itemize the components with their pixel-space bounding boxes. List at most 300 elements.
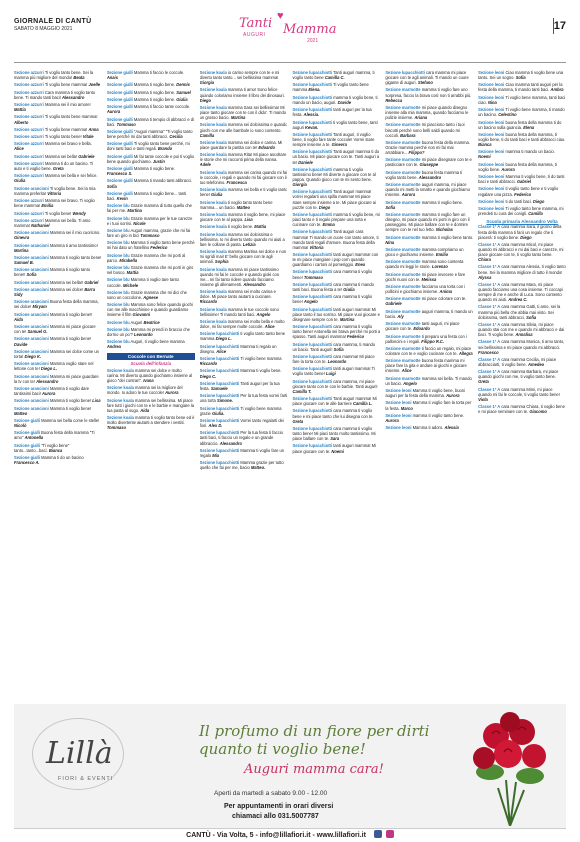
message-item (478, 304, 566, 319)
message-recipient: Sezione koala (199, 87, 227, 93)
section-heading: Coccole con Bernate (107, 353, 195, 360)
message-item (385, 413, 473, 423)
message-text: Mamma ti voglio tare tanto coccole. (106, 277, 179, 288)
message-item (385, 105, 473, 120)
message-item (107, 339, 195, 349)
message-item (200, 331, 288, 341)
message-item (478, 404, 566, 414)
message-text: Ti voglio bene mamma grazie (199, 405, 282, 416)
message-signature: Aurora (106, 109, 121, 115)
message-signature: Aly (397, 313, 404, 319)
message-signature: Diego (520, 234, 532, 240)
newspaper-masthead (14, 18, 91, 32)
message-recipient: Sezione lupacchiotti (292, 443, 333, 449)
message-item (14, 299, 102, 309)
message-signature: Aurora (165, 390, 179, 396)
message-recipient: Sezione azzurri (14, 82, 44, 88)
message-text: Mamma ti voglio bene... tanti baci. (106, 190, 187, 201)
message-signature: Giuseppe (419, 162, 439, 168)
message-recipient: Sezione gialli (106, 166, 133, 172)
message-signature: Aurora (401, 192, 416, 198)
message-recipient: Sezione marmotte (385, 169, 421, 175)
message-text: Ti voglio bene mamma, tanti baci ciao. (478, 94, 566, 105)
message-recipient: Classe 1ª A (478, 369, 501, 375)
message-recipient: Sezione arancioni (14, 336, 49, 342)
message-text: mamma ti amo! Sono felice quando coloriamo insieme il libro dei dinosauri. (199, 87, 285, 98)
message-recipient: Sezione azzurri (14, 161, 44, 166)
messages-columns (14, 70, 566, 690)
message-recipient: Sezione arancioni (14, 361, 49, 367)
message-recipient: Sezione marmotte (385, 271, 421, 277)
message-text: mi piace quando disegno insieme alla mia mamma, quando facciamo le pulizie insieme. (385, 104, 469, 121)
message-signature: Matteo. (250, 465, 266, 471)
message-item (200, 170, 288, 185)
message-text: Ti voglio tanto bene mamma! (44, 114, 98, 120)
ad-wish: Auguri mamma cara! (244, 762, 384, 777)
section-subheading: Scuola dell'infanzia (130, 360, 172, 366)
message-item (107, 104, 195, 114)
message-signature: Gabriel (84, 279, 99, 285)
message-signature: Sofia (515, 75, 526, 81)
message-item (385, 296, 473, 306)
message-signature: Vittoria (47, 190, 62, 196)
message-signature: Davide (337, 99, 351, 105)
message-text: Mamma sei il mio amore! (44, 102, 91, 108)
message-text: Grazie mamma di tutto quello che fai per me. (106, 203, 192, 214)
message-text: Mamma ti adoro. (412, 425, 444, 431)
message-recipient: Sezione arancioni (14, 254, 49, 260)
message-item (385, 346, 473, 356)
message-recipient: Sezione arancioni (14, 324, 49, 330)
message-text: Mamma sei dolce come un torta! (14, 348, 99, 359)
message-signature: Sofia (26, 272, 37, 278)
message-item (107, 97, 195, 102)
message-text: facciamo una torta con i pollicini e giochiamo insieme. (385, 284, 466, 295)
message-recipient: Sezione leoni (478, 149, 505, 155)
message-text: cara mamma ti voglio tanto bene! Antonella sei brava perché mi porti a spasso. Tanti auguri mamma! (292, 324, 381, 340)
message-item (478, 339, 566, 354)
message-signature: Federico (347, 334, 365, 340)
message-item (385, 182, 473, 197)
message-text: tanti auguri mamma! Mi piace giocare con te. (292, 443, 376, 454)
message-text: Mamma ti do un bacino (41, 455, 84, 461)
message-item (292, 107, 380, 117)
social-icons (372, 829, 394, 841)
message-signature: Alice (401, 368, 412, 374)
message-signature: Sofia (385, 204, 396, 210)
message-signature: Sara (330, 436, 340, 442)
message-text: cara mamma, mi piace giocare tanto con te con le barbie. Tanti auguri! (292, 378, 378, 389)
message-signature: Greta (52, 166, 64, 172)
message-item (292, 82, 380, 92)
message-column (14, 70, 102, 690)
message-item (107, 415, 195, 430)
message-text: cara mamma Sara, il giorno della festa della mamma ti farò un regalo che ti piacerà: ti voglio bene. (478, 224, 562, 240)
message-signature: Martina (339, 316, 355, 322)
message-text: cara mamma ti voglio bene e mi piace tanto che lui disegna con te. (292, 408, 374, 419)
message-signature: Andrea C. (508, 297, 528, 303)
message-recipient: Sezione gialli (106, 70, 133, 75)
message-item (107, 240, 195, 250)
message-recipient: Sezione leoni (478, 186, 505, 192)
message-signature: Martina (230, 115, 246, 121)
message-text: Mamma ti faccio tante coccole. (133, 104, 191, 110)
message-recipient: Sezione lupacchiotti (292, 281, 333, 287)
message-text: tanti auguri mamma! Mi piace tanto il tuo sorriso. Mi piace vuoi giocare e disegnare sempre con te. (292, 306, 380, 322)
message-text: tanti auguri mamma! con te mi piace mangiare i pop corn quando guardiamo i cartoni al pomeriggio. (292, 251, 379, 268)
message-signature: Joelle (88, 82, 101, 88)
message-text: Tanti auguri mamma! Mi piace giocare con te alle barriere (292, 396, 377, 407)
message-recipient: Sezione gialli (14, 442, 40, 448)
message-recipient: Sezione lupacchiotti (292, 396, 333, 402)
message-recipient: Sezione koala (199, 211, 227, 217)
message-signature: Filippo? (408, 150, 425, 156)
message-recipient: Sezione marmotte (385, 284, 421, 289)
message-text: Ciao mamma tanti auguri per la festa della mamma, ti mando tanti baci. (478, 82, 563, 93)
message-signature: Francesco S. (106, 171, 133, 177)
message-item (14, 267, 102, 277)
message-signature: Federico (150, 245, 168, 251)
message-recipient: Sezione azzurri (14, 141, 44, 147)
message-text: Ti voglio bene mamma! (44, 82, 88, 88)
logo-auguri: AUGURI (243, 32, 266, 38)
message-signature: Chiara (478, 257, 491, 263)
message-signature: Beatrice (143, 319, 160, 325)
message-signature: Gabriele (78, 153, 95, 159)
message-recipient: Sezione leoni (478, 94, 505, 100)
message-text: buona festa della mamma. Grazie mamma perché non mi fai mai arrabbiare... (385, 139, 470, 156)
message-item (107, 117, 195, 127)
message-signature: Giovanni (132, 312, 151, 318)
message-item (14, 280, 102, 285)
message-text: mi piace colorare con te. (421, 296, 467, 302)
message-column (200, 70, 288, 690)
message-text: auguri mamma, ti mando un bacio. (385, 308, 473, 319)
message-signature: Emma (322, 222, 335, 228)
message-text: mamma ti voglio tanto bene. (412, 412, 465, 418)
message-recipient: Classe 1ª A (478, 386, 501, 392)
ad-footer[interactable] (14, 828, 566, 840)
message-signature: Sofia (526, 314, 537, 320)
message-text: mamma ti mando un bacio. (505, 149, 555, 155)
message-item (14, 361, 102, 371)
message-text: mamma ti voglio bene, mi piaci tanto e ti regalo prepare una torta e cucinare con te. (292, 211, 380, 228)
message-item (385, 272, 473, 282)
message-recipient: Sezione marmotte (385, 104, 421, 110)
message-signature: Nina (385, 239, 395, 245)
message-text: mi piace disegnare con te e pasticciare con te. (385, 157, 472, 168)
message-item (292, 120, 380, 130)
ad-footer-text[interactable]: CANTÙ - Via Volta, 5 - info@lillafiori.it - www.lillafiori.it (186, 831, 366, 839)
message-item (385, 200, 473, 210)
message-signature: Diego (533, 198, 545, 204)
message-text: Mamma ti voglio dare tantissimi baci! (14, 385, 90, 397)
message-item (385, 170, 473, 180)
message-item (478, 132, 566, 147)
message-signature: Luigi (325, 371, 336, 377)
message-text: mamma ti voglio fare uno sorpresa, faccio la brava così non ti arrabbi più. (385, 87, 472, 98)
message-text: Ti voglio bene. Sei la mia mamma preferita! (14, 185, 96, 196)
message-text: cara mamma ti voglio bene! (292, 294, 373, 305)
message-recipient: Sezione lupacchiotti (199, 460, 240, 466)
message-recipient: Sezione arancioni (14, 242, 49, 248)
appointment-phone: chiamaci allo 031.5007787 (232, 813, 319, 820)
message-recipient: Sezione koala (199, 306, 227, 312)
message-recipient: Sezione koala (106, 415, 134, 421)
message-item (200, 393, 288, 403)
message-signature: Angelo (256, 311, 271, 317)
message-item (478, 206, 566, 216)
message-signature: Anais (106, 75, 118, 81)
message-recipient: Sezione blu (106, 302, 130, 308)
message-item (14, 386, 102, 396)
message-text: Mamma ti voglio bene! (49, 398, 92, 404)
facebook-icon[interactable] (374, 830, 382, 838)
message-signature: Letizia (242, 241, 256, 247)
message-text: Mamma ti voglio bene. (133, 166, 176, 172)
message-item (292, 282, 380, 292)
message-item (200, 267, 288, 287)
message-item (200, 187, 288, 197)
message-signature: Nicolò (14, 423, 27, 429)
message-signature: Beata (73, 75, 85, 81)
message-signature: Gabriele (385, 301, 402, 307)
message-item (14, 312, 102, 322)
message-signature: Lisa (244, 217, 253, 223)
message-signature: Barra Sidy (14, 286, 96, 298)
message-item (292, 95, 380, 105)
message-recipient: Classe 1ª A (478, 356, 501, 362)
message-signature: Sofia (333, 346, 344, 352)
message-signature: Kevan. (305, 124, 319, 130)
message-item (200, 249, 288, 264)
message-recipient: Sezione koala (199, 231, 227, 237)
message-text: Mamma sei il mio cuoricino. (49, 230, 101, 236)
message-item (14, 443, 102, 453)
message-signature: Tommaso (140, 233, 160, 239)
message-signature: Giulia. (211, 410, 225, 416)
message-text: Mamma ti faccio le coccole. (133, 70, 185, 75)
message-recipient: Sezione arancioni (14, 348, 49, 354)
message-item (292, 379, 380, 394)
message-text: mamma ti voglio bene, ti mando un bacio, auguri. (292, 94, 378, 105)
message-item (385, 321, 473, 331)
message-text: mamma ti voglio tantissimo bene! Mi diverte a giocare con te al pappa. Quando gioco con te mi sento bene. (292, 166, 376, 182)
message-text: Mamma ti voglio bene. (133, 89, 176, 95)
message-item (385, 157, 473, 167)
message-signature: Giulia (211, 192, 223, 198)
message-signature: Mattia (14, 107, 26, 113)
message-item (14, 230, 102, 240)
message-recipient: Classe 1ª A (478, 241, 501, 247)
message-signature: Camilla C. (324, 75, 345, 81)
message-signature: Aurora (42, 391, 56, 397)
message-text: mamma sei dolce e molto carina. Mi diverto quando giochiamo insieme al gioco "dei contrari". (106, 367, 193, 383)
message-signature: Alberto (14, 119, 29, 125)
message-item (14, 154, 102, 159)
message-recipient: Sezione gialli (106, 116, 133, 122)
message-recipient: Sezione leoni (385, 425, 412, 431)
message-recipient: Sezione lupacchiotti (292, 189, 333, 195)
message-recipient: Sezione koala (106, 397, 134, 403)
message-item (107, 320, 195, 325)
message-text: Mamma ti do un bacino. Ti auto e ti voglio bene. (14, 161, 93, 172)
message-text: Mamma sei bella e sei felice. (44, 173, 98, 179)
message-item (107, 277, 195, 287)
opening-hours: Aperti da martedì a sabato 9.00 - 12.00 (214, 790, 328, 797)
appointment-line-1: Per appuntamenti in orari diversi (224, 803, 334, 810)
message-recipient: Sezione leoni (478, 107, 505, 113)
message-item (107, 327, 195, 337)
message-item (200, 70, 288, 85)
message-text: Mamma sei bravo. Ti voglio bene mamma! (14, 198, 95, 209)
message-text: Mamma sei bravo e bella. (44, 141, 92, 147)
message-item (385, 235, 473, 245)
message-signature: Giulia (343, 286, 355, 292)
message-recipient: Sezione leoni (478, 206, 505, 212)
message-item (107, 253, 195, 263)
message-item (14, 455, 102, 465)
message-recipient: Sezione marmotte (385, 199, 421, 205)
message-text: buona festa mamma ti voglio tanto bene. (385, 169, 463, 180)
message-recipient: Sezione marmotte (385, 87, 421, 93)
message-text: Mamma sei bella! (44, 153, 78, 159)
header-rule (14, 62, 566, 63)
message-item (200, 140, 288, 150)
message-text: Mamma sei bella. Ti amo mamma! (14, 217, 91, 228)
message-signature: Justin (152, 158, 165, 164)
message-signature: Martina (127, 208, 142, 214)
message-text: mamma sei molto carina e dolce. Mi piace tanto aiutarti a cucinare. (199, 289, 276, 300)
message-item (107, 191, 195, 201)
message-item (292, 366, 380, 376)
message-text: Ti voglio bene mamma (240, 356, 282, 362)
message-text: Mi fai tante coccole e poi ti voglio bene quando giochiamo. (106, 153, 194, 164)
message-item (292, 269, 380, 279)
message-text: Mamma ti tempio di abbracci e di baci. (106, 116, 194, 127)
message-signature: Bianca (478, 142, 492, 148)
message-item (478, 387, 566, 402)
lilla-advertisement[interactable] (14, 704, 566, 828)
message-signature: Ambra (550, 87, 564, 93)
message-item (385, 334, 473, 344)
message-signature: Andrea (106, 344, 121, 350)
message-recipient: Sezione lupacchiotti (199, 380, 240, 386)
message-item (385, 247, 473, 257)
message-recipient: Sezione gialli (106, 153, 133, 159)
message-recipient: Sezione gialli (106, 190, 133, 196)
message-text: Buona festa della mamma, sei dolce! (14, 299, 99, 310)
message-signature: Allegra (458, 350, 473, 356)
roses-bouquet-icon (460, 710, 560, 826)
message-signature: Greta (292, 418, 304, 424)
message-recipient: Sezione lupacchiotti (292, 149, 333, 155)
message-item (107, 265, 195, 275)
message-recipient: Sezione marmotte (385, 139, 421, 145)
message-signature: Kevin (116, 195, 128, 201)
message-recipient: Sezione gialli (14, 455, 40, 461)
message-signature: Diego L. (40, 366, 58, 372)
message-text: Mamma ti voglio tanto bene perché mi hai dato un fratellino (106, 240, 195, 251)
message-recipient: Sezione lupacchiotti (292, 229, 333, 235)
message-item (385, 212, 473, 232)
message-signature: Francesco (478, 349, 499, 355)
message-item (14, 173, 102, 183)
message-recipient: Sezione koala (199, 266, 227, 272)
message-signature: Giulia (176, 96, 188, 102)
page-number: 17 (553, 20, 566, 32)
message-text: buona festa della mamma ti do un bacino sulla guancia. (478, 119, 562, 130)
message-signature: Lisa (92, 398, 101, 404)
message-text: Mamma mi prendi in braccio che dormo un po'? (106, 326, 190, 338)
message-recipient: Sezione leoni (478, 82, 505, 88)
message-text: Mamma ti voglio bene. (133, 96, 176, 102)
message-text: ti faccio un regalo, mi piace colorare con te e voglio cucinare con te. (385, 345, 472, 356)
message-item (14, 198, 102, 208)
message-text: mamma Rita! Mi piace ascoltare le storie che mi racconti prima della nanna. (199, 152, 287, 163)
message-item (292, 324, 380, 339)
message-item (200, 224, 288, 229)
message-signature: Diego C. (199, 373, 217, 379)
message-signature: Enea (355, 262, 366, 268)
message-item (292, 167, 380, 187)
message-text: ti voglio tanto bene, tanti auguri (292, 119, 378, 130)
message-recipient: Sezione lupacchiotti (292, 341, 333, 347)
message-recipient: Sezione arancioni (14, 398, 49, 404)
message-text: Mamma ti voglio bene, ti do tanti baci e tanti abbracci. (478, 174, 565, 185)
message-signature: Camilla (528, 211, 543, 217)
message-recipient: Sezione lupacchiotti (199, 430, 240, 436)
message-item (107, 141, 195, 151)
message-text: mamma ti voglio fare un disegno, mi piace quando mi porti in giro con il passeggino. Mi piace ballare con te e dormire sempre con te nel tuo letto. (385, 211, 470, 233)
message-signature: Aurora (501, 166, 515, 172)
message-text: Tanti auguri mamma ti do un bacio. Mi piace giocare con te. Tanti auguri a te! (292, 149, 380, 165)
message-recipient: Sezione marmotte (385, 375, 421, 381)
message-signature: Giacomo (529, 409, 547, 415)
message-text: ti voglio bene. (227, 224, 254, 230)
message-recipient: Sezione lupacchiotti (199, 405, 240, 411)
message-signature: Vittoria (309, 244, 324, 250)
message-recipient: Sezione koala (199, 122, 227, 128)
message-item (385, 259, 473, 269)
message-signature: Davide (14, 341, 28, 347)
message-signature: Wendy (72, 210, 86, 216)
message-recipient: Sezione blu (106, 265, 130, 271)
message-text: Auguri, ti voglio bene mamma (130, 339, 185, 345)
message-item (478, 95, 566, 105)
message-text: mamma sei dolcissima e quando giochi con me alle bambole io sono contento. (199, 122, 288, 133)
message-item (292, 307, 380, 322)
message-recipient: Sezione lupacchiotti (292, 353, 333, 359)
message-recipient: Sezione leoni (478, 161, 505, 167)
message-recipient: Sezione arancioni (14, 267, 49, 273)
message-text: cara mamma Mara, mi piace quando facciamo una cosa insieme. Ti coccapi sempre di me e anche di Luca. Sono contento quando mi aiuti. (478, 281, 563, 303)
message-recipient: Sezione marmotte (385, 345, 421, 351)
message-recipient: Sezione lupacchiotti (292, 378, 333, 384)
message-text: Ciao mamma ti voglio bene una tanto. Sei un sogno. (478, 70, 564, 81)
message-signature: Rebecca (385, 97, 403, 103)
instagram-icon[interactable] (386, 830, 394, 838)
message-text: Mamma ti voglio bene! (49, 336, 92, 342)
message-item (200, 430, 288, 445)
message-text: Tanti auguri, ti voglio bene, ti voglio fare tante coccole! Vorrei stare sempre insieme a te. (292, 131, 375, 148)
message-item (292, 149, 380, 164)
message-text: Ti voglio tanto bene mamma, mi prendeti tu cura dei conigli. (478, 206, 564, 217)
message-text: mamma sono contenta quando mi leggi le storie. (385, 259, 464, 270)
message-item (292, 354, 380, 364)
message-recipient: Sezione koala (199, 318, 227, 324)
message-text: Buona festa della mamma "Ti amo" (14, 430, 95, 441)
